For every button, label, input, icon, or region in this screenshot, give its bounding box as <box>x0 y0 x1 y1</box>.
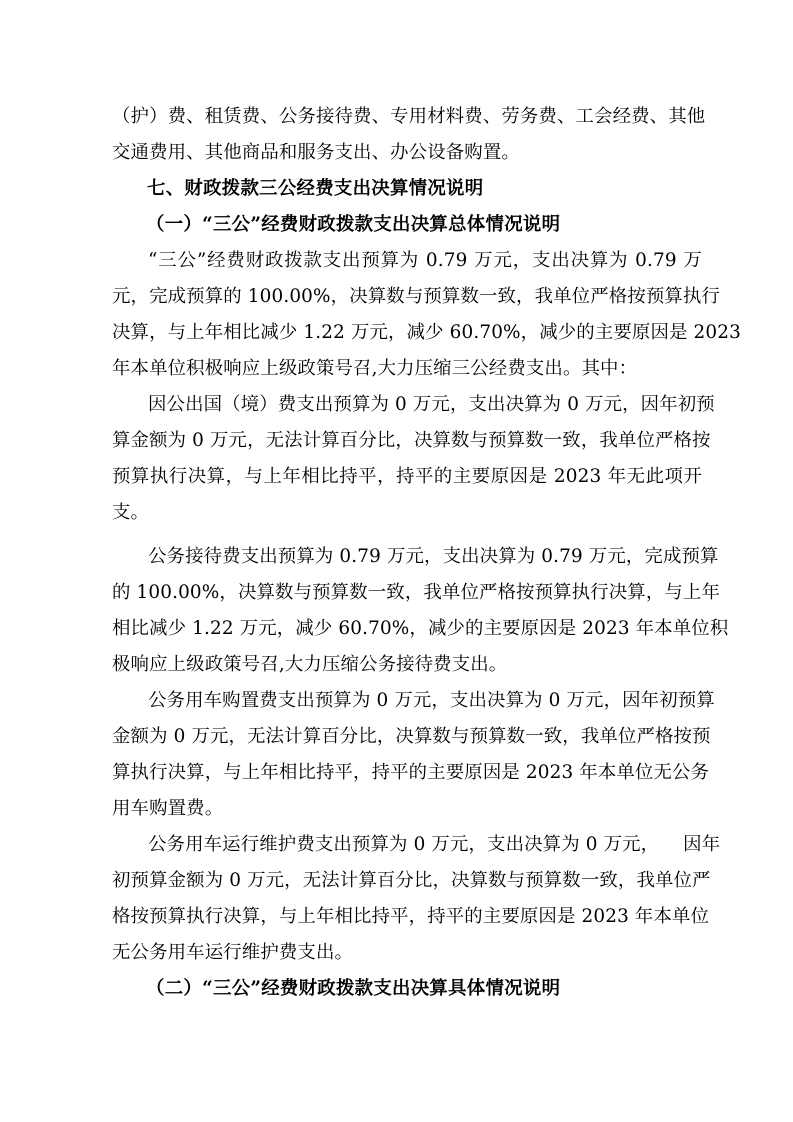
text-line: 格按预算执行决算，与上年相比持平，持平的主要原因是 2023 年本单位 <box>112 906 710 927</box>
section-heading: 七、财政拨款三公经费支出决算情况说明 <box>147 178 484 199</box>
text-line: 公务接待费支出预算为 0.79 万元，支出决算为 0.79 万元，完成预算 <box>148 546 719 567</box>
text-line: 公务用车购置费支出预算为 0 万元，支出决算为 0 万元，因年初预算 <box>148 690 715 711</box>
text-line: 无公务用车运行维护费支出。 <box>112 942 354 963</box>
text-line: 的 100.00%，决算数与预算数一致，我单位严格按预算执行决算，与上年 <box>112 582 721 603</box>
text-line: 预算执行决算，与上年相比持平，持平的主要原因是 2023 年无此项开 <box>112 466 702 487</box>
text-line: 决算，与上年相比减少 1.22 万元，减少 60.70%，减少的主要原因是 2023 <box>112 322 741 343</box>
text-line: （护）费、租赁费、公务接待费、专用材料费、劳务费、工会经费、其他 <box>112 106 706 127</box>
subsection-heading: （二）“三公”经费财政拨款支出决算具体情况说明 <box>146 978 561 999</box>
text-line: 初预算金额为 0 万元，无法计算百分比，决算数与预算数一致，我单位严 <box>112 870 711 891</box>
text-line: 交通费用、其他商品和服务支出、办公设备购置。 <box>112 142 520 163</box>
text-line: 公务用车运行维护费支出预算为 0 万元，支出决算为 0 万元， 因年 <box>148 834 721 855</box>
text-line: 支。 <box>112 502 150 523</box>
subsection-heading: （一）“三公”经费财政拨款支出决算总体情况说明 <box>146 214 561 235</box>
text-line: 极响应上级政策号召,大力压缩公务接待费支出。 <box>112 654 508 675</box>
text-line: 用车购置费。 <box>112 798 224 819</box>
text-line: 算执行决算，与上年相比持平，持平的主要原因是 2023 年本单位无公务 <box>112 762 710 783</box>
text-line: 年本单位积极响应上级政策号召,大力压缩三公经费支出。其中： <box>112 358 638 379</box>
text-line: 算金额为 0 万元，无法计算百分比，决算数与预算数一致，我单位严格按 <box>112 430 711 451</box>
text-line: 因公出国（境）费支出预算为 0 万元，支出决算为 0 万元，因年初预 <box>148 394 715 415</box>
text-line: “三公”经费财政拨款支出预算为 0.79 万元，支出决算为 0.79 万 <box>148 250 702 271</box>
text-line: 元，完成预算的 100.00%，决算数与预算数一致，我单位严格按预算执行 <box>112 286 721 307</box>
text-line: 相比减少 1.22 万元，减少 60.70%，减少的主要原因是 2023 年本单位积 <box>112 618 729 639</box>
text-line: 金额为 0 万元，无法计算百分比，决算数与预算数一致，我单位严格按预 <box>112 726 711 747</box>
